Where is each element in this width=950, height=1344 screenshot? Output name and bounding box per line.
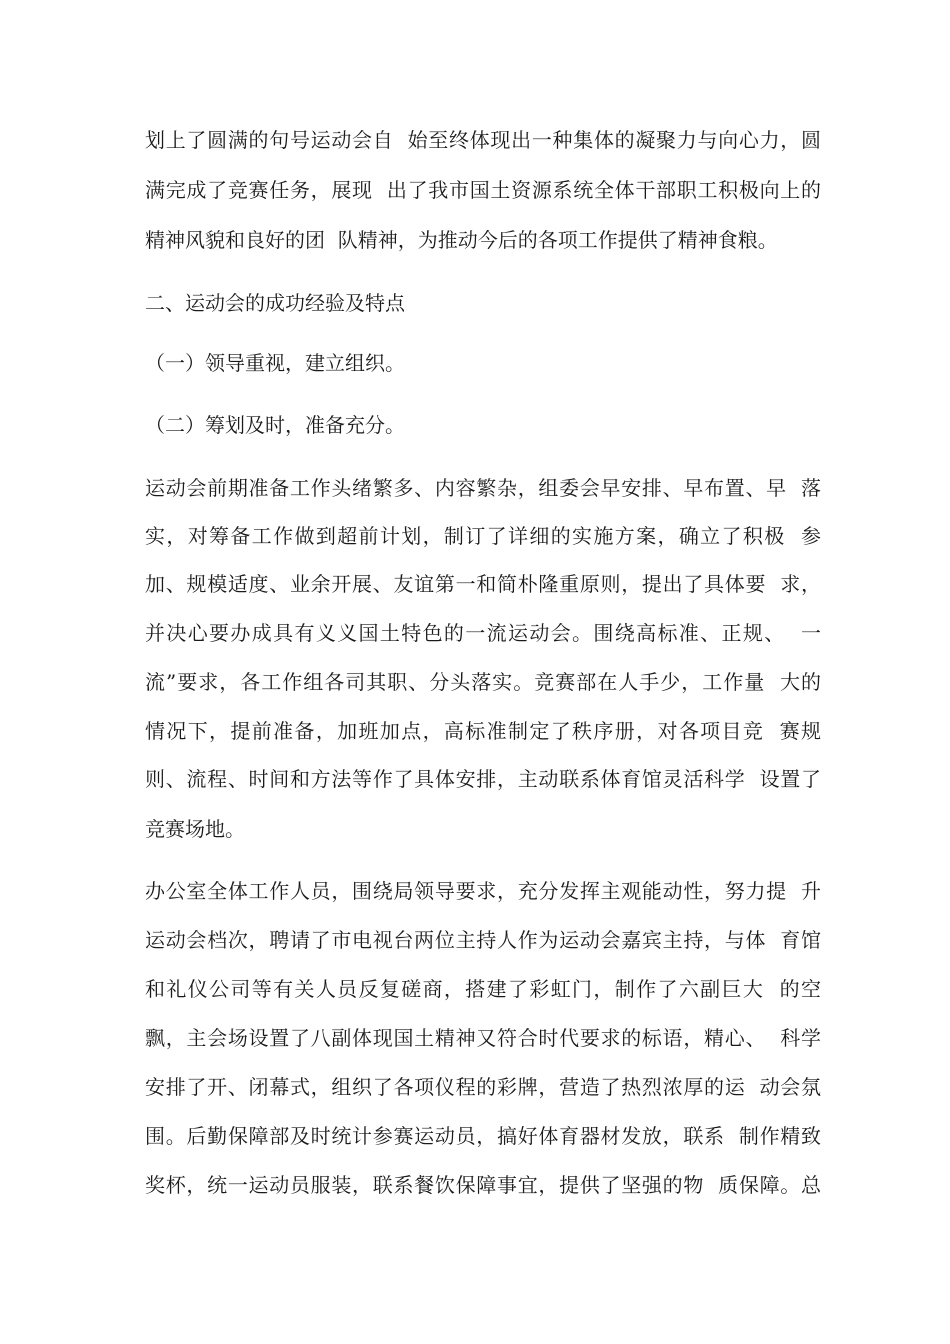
text-line: 精神风貌和良好的团 队精神，为推动今后的各项工作提供了精神食粮。 bbox=[145, 228, 778, 252]
subsection-heading: （二）筹划及时，准备充分。 bbox=[145, 413, 405, 437]
text-line: 情况下，提前准备，加班加点，高标准制定了秩序册，对各项目竞 赛规 bbox=[145, 719, 821, 743]
text-line: 围。后勤保障部及时统计参赛运动员，搞好体育器材发放，联系 制作精致 bbox=[145, 1124, 821, 1148]
text-line: 满完成了竞赛任务，展现 出了我市国土资源系统全体干部职工积极向上的 bbox=[145, 178, 821, 202]
text-line: 实，对筹备工作做到超前计划，制订了详细的实施方案，确立了积极 参 bbox=[145, 524, 821, 548]
text-line: 奖杯，统一运动员服装，联系餐饮保障事宜，提供了坚强的物 质保障。总 bbox=[145, 1173, 821, 1197]
text-line: 加、规模适度、业余开展、友谊第一和简朴隆重原则，提出了具体要 求， bbox=[145, 572, 821, 596]
text-line: 飘，主会场设置了八副体现国土精神又符合时代要求的标语，精心、 科学 bbox=[145, 1026, 821, 1050]
text-line: 运动会档次，聘请了市电视台两位主持人作为运动会嘉宾主持，与体 育馆 bbox=[145, 928, 821, 952]
text-line: 流”要求，各工作组各司其职、分头落实。竞赛部在人手少，工作量 大的 bbox=[145, 670, 821, 694]
text-line: 则、流程、时间和方法等作了具体安排，主动联系体育馆灵活科学 设置了 bbox=[145, 767, 821, 791]
text-line: 和礼仪公司等有关人员反复磋商，搭建了彩虹门，制作了六副巨大 的空 bbox=[145, 977, 821, 1001]
text-line: 划上了圆满的句号运动会自 始至终体现出一种集体的凝聚力与向心力，圆 bbox=[145, 128, 821, 152]
text-line: 竞赛场地。 bbox=[145, 817, 245, 841]
text-line: 并决心要办成具有义义国土特色的一流运动会。围绕高标准、正规、 一 bbox=[145, 621, 821, 645]
text-line: 安排了开、闭幕式，组织了各项仪程的彩牌，营造了热烈浓厚的运 动会氛 bbox=[145, 1075, 821, 1099]
subsection-heading: （一）领导重视，建立组织。 bbox=[145, 351, 405, 375]
text-line: 办公室全体工作人员，围绕局领导要求，充分发挥主观能动性，努力提 升 bbox=[145, 879, 821, 903]
section-heading: 二、运动会的成功经验及特点 bbox=[145, 291, 405, 315]
text-line: 运动会前期准备工作头绪繁多、内容繁杂，组委会早安排、早布置、早 落 bbox=[145, 476, 821, 500]
